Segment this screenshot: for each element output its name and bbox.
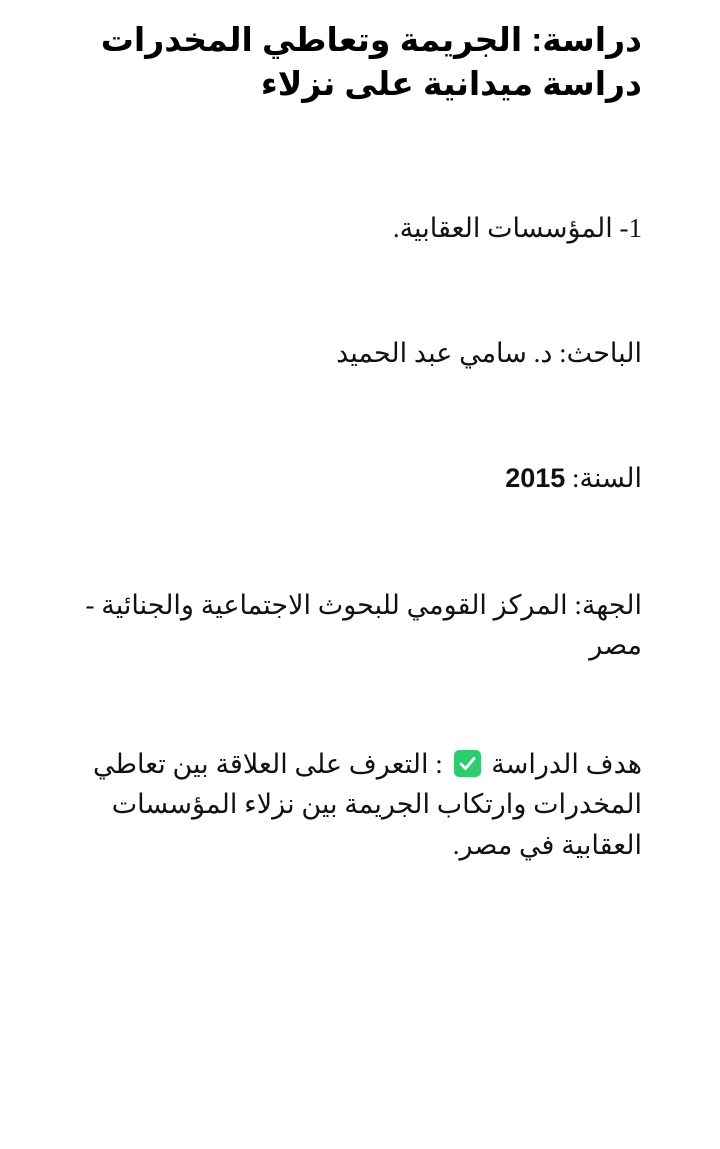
year-value: 2015 [505,463,566,494]
study-item-number: 1- المؤسسات العقابية. [392,213,642,244]
spacer [78,666,642,744]
study-goal [78,744,642,866]
organization-line: الجهة: المركز القومي للبحوث الاجتماعية والجنائية - مصر [85,589,642,661]
spacer [78,499,642,585]
year-label: السنة: [572,463,642,494]
spacer [78,248,642,334]
spacer [78,105,642,209]
year-line [78,459,642,498]
spacer [78,373,642,459]
goal-label: هدف الدراسة [491,748,642,779]
page-title: دراسة: الجريمة وتعاطي المخدرات دراسة ميدانية على نزلاء [100,21,642,102]
check-mark-icon [454,750,481,777]
researcher-line: الباحث: د. سامي عبد الحميد [336,338,642,369]
goal-text: : التعرف على العلاقة بين تعاطي المخدرات وارتكاب الجريمة بين نزلاء المؤسسات العقابية في مصر. [92,748,642,860]
